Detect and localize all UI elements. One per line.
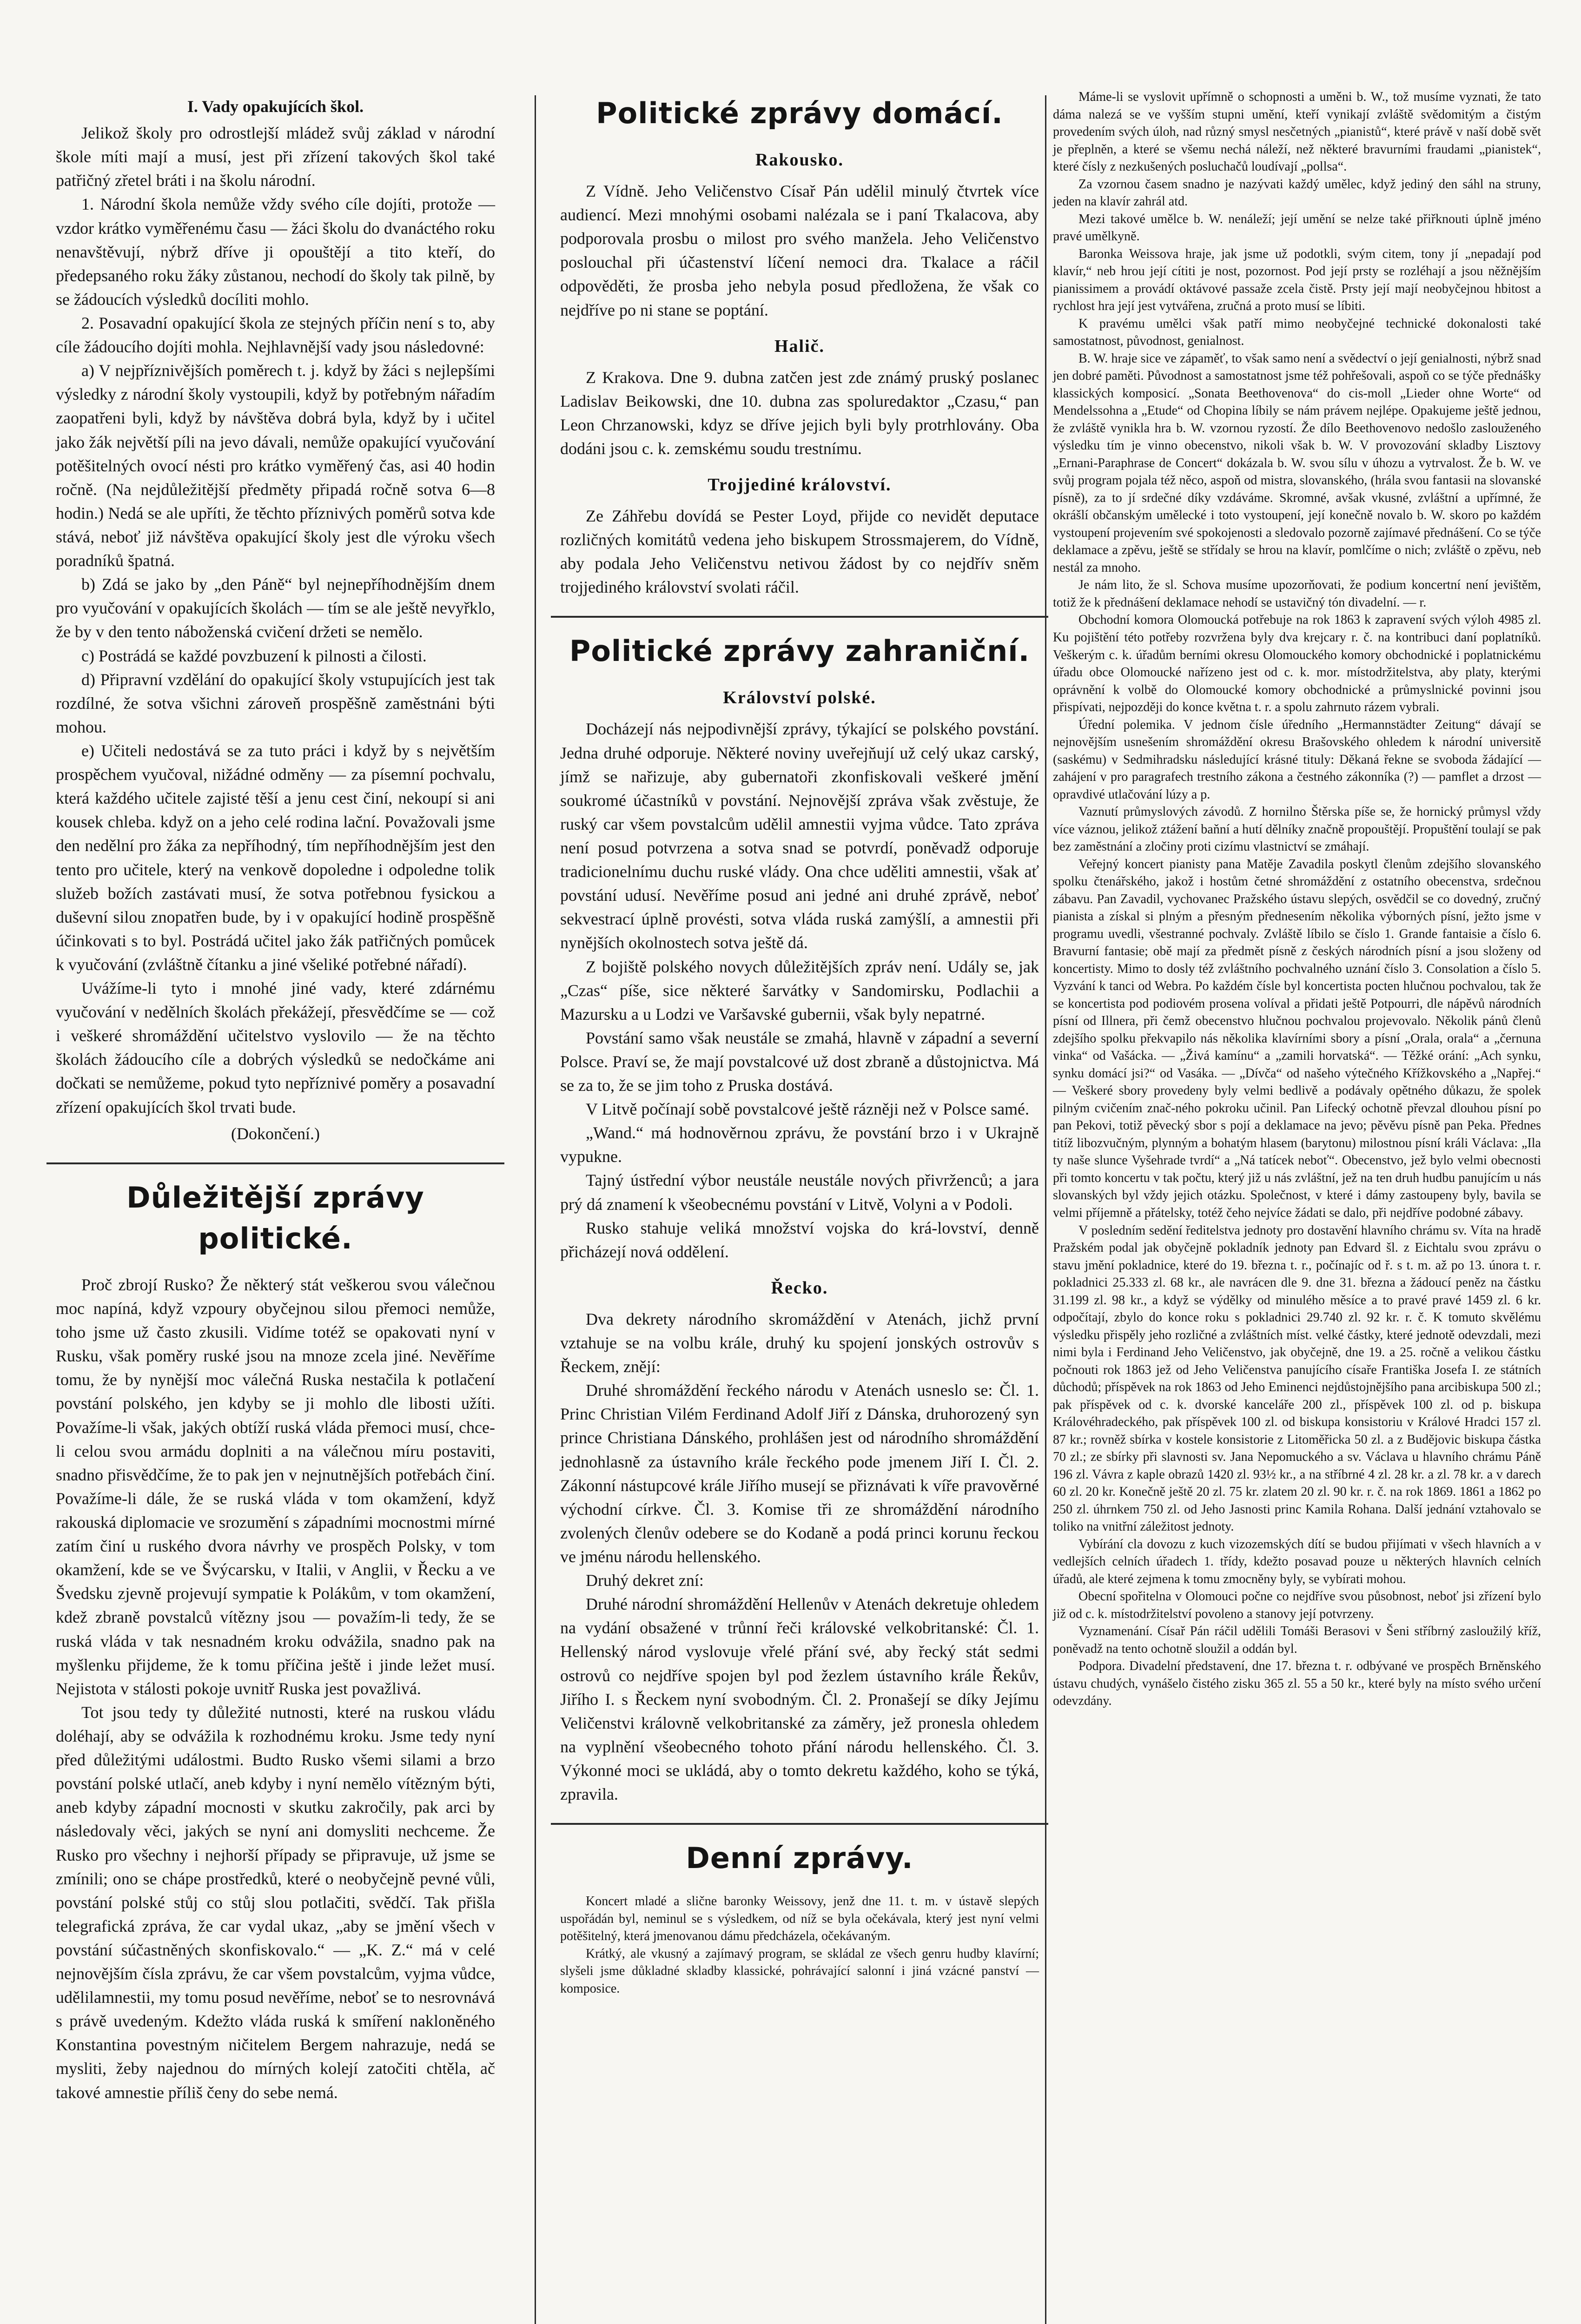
daily-news-title: Denní zprávy. (686, 1841, 913, 1875)
paragraph: Z Krakova. Dne 9. dubna zatčen jest zde známý pruský poslanec Ladislav Beikowski, dne 10. dubna zas spoluredaktor „Czasu,“ pan Leon Chrzanowski, kdyz se dříve jejich byli byly protrhlovány. Oba dodáni jsou c. k. zemskému soudu trestnímu. (560, 368, 1039, 458)
paragraph: Druhé národní shromáždění Hellenův v Atenách dekretuje ohledem na vydání obsažené v trůnní řeči královské velkobritanské: Čl. 1. Hellenský národ vyslovuje vřelé přání své, aby řecký stát sedmi ostrovů co nejdříve spojen byl pod žezlem ústavního krále Řekův, Jiřího I. s Řeckem nyní svobodným. Čl. 2. Pronašejí se díky Jejímu Veličenstvi královně velkobritanské za záměry, jež pronesla ohledem na vyplnění všeobecného tohoto přání národu hellenského. Čl. 3. Výkonné moci se ukládá, aby o tomto dekretu každého, koho se týká, zpravila. (560, 1595, 1039, 1804)
paragraph: Vaznutí průmyslových závodů. Z hornilno Štěrska píše se, že hornický průmysl vždy více váznou, jelikož ztážení baňní a hutí dělníky značně propouštějí. Propuštění toulají se pak bez zaměstnání a zločiny proti cizímu vlastnictví se zmáhají. (1053, 805, 1541, 854)
paragraph: Máme-li se vyslovit upřímně o schopnosti a uměni b. W., tož musíme vyznati, že tato dáma nalezá se ve vyšším stupni umění, kteří vynikají zvláště svědomitým a čistým provedením svých úloh, nad různý smysl nesčetných „pianistů“, které právě v naší době svět je přeplněn, a které se všemu nechá náleží, než některé bravurními fraudami „pianistek“, které čísly z nezkušených posluchačů loudívají „pollsa“. (1053, 90, 1541, 174)
subheading-halic: Halič. (774, 336, 825, 356)
section-title: I. Vady opakujících škol. (187, 97, 364, 116)
paragraph: d) Připravní vzdělání do opakující školy vstupujících jest tak rozdílné, že sotva všichni zároveň prospěšně zaměstnáni býti mohou. (56, 670, 495, 736)
left-column (56, 88, 495, 2105)
paragraph: Veřejný koncert pianisty pana Matěje Zavadila poskytl členům zdejšího slovanského spolku čtenářského, jakož i hostům četné shromáždění z ostatního obecenstva, srdečnou zábavu. Pan Zavadil, vychovanec Pražského ústavu slepých, osvědčil se co dovedný, zručný pianista a získal si plným a přesným přednesením několika výborných písní, ježto jsme v programu uvedli, všestranné pochvaly. Zvláště líbilo se číslo 1. Grande fantaisie a číslo 6. Bravurní fantasie; obě mají za předmět písně z českých národních písní a jsou složeny od koncertisty. Mimo to dosly též zvláštního pochvalného uznání číslo 3. Consolation a číslo 5. Vyzvání k tanci od Webra. Po každém čísle byl koncertista pocten hlučnou pochvalou, tak že se koncertista pod podiovém prosena volíval a přidati ještě Potpourri, dle nápěvů národních písní od Illnera, při čemž obecenstvo hlučnou pochvalou projevovalo. Několik pánů členů zdejšího spolku překvapilo nás několika klavírními sbory a písní „Orala, orala“ a „černuna vinka“ od Vašácka. — „Živá kamínu“ a „zamili horvatská“. — Těžké orání: „Ach synku, synku domácí jsi?“ od Vasáka. — „Dívča“ od našeho výtečného Křížkovského a „Napřej.“ — Veškeré sbory provedeny byly velmi bedlivě a podávaly opětného důkazu, že spolek pilným cvičením znač-ného pokroku učinil. Pan Lifecký ochotně převzal dlouhou písní po pan Pekovi, totiž pěvecký sbor s pojí a deklamace na jevo; pěvěvu písně pan Peka. Přednes titíž libozvučným, plynným a bohatým hlasem (barytonu) milostnou písní králi Václava: „Ila ty naše slunce Vyšehrade tvrdí“ a „Ná tatícek neboť“. Obecenstvo, jež bylo velmi obecnosti při tomto koncertu v tak počtu, který již u nás zvláštní, jež na ten druh hudbu panujícím u nás slovanských byl vždy jejich otázku. Společnost, v které i dámy zastoupeny byly, bavila se velmi příjemně a přátelsky, totéž čeho nejvíce žádati se dalo, při nejdříve podobné zábavy. (1053, 857, 1541, 1220)
paragraph: Obecní spořitelna v Olomouci počne co nejdříve svou působnost, neboť jsi zřízení bylo již od c. k. místodržitelství povoleno a stanovy její potvrzeny. (1053, 1589, 1541, 1621)
paragraph: Povstání samo však neustále se zmahá, hlavně v západní a severní Polsce. Praví se, že mají povstalcové už dost zbraně a důstojnictva. Má se za to, že se jim toho z Pruska dostává. (560, 1028, 1039, 1095)
paragraph: Druhý dekret zní: (586, 1571, 704, 1590)
paragraph: Proč zbrojí Rusko? Že některý stát veškerou svou válečnou moc napíná, když vzpoury obyčejnou silou přemoci nemůže, toho jsme už často zkusili. Vidíme totéž se opakovati nyní v Rusku, však poměry ruské jsou na mnoze zcela jiné. Nevěříme tomu, že by nynější moc válečná Ruska nestačila k potlačení povstání polského, jen kdyby se ji mohlo dle libosti užíti. Považíme-li však, jakých obtíží ruská vláda přemoci musí, chce-li celou svou armádu doplniti a na válečnou míru postaviti, snadno přisvědčíme, že to pak jen v nejnutnějších potřebách činí. Považíme-li dále, že se ruská vláda v tom okamžení, když rakouská diplomacie ve srozumění s západními mocnostmi mírné zatím činí u ruského dvora návrhy ve prospěch Polsky, v tom okamžení, kde se ve Švýcarsku, v Italii, v Anglii, v Řecku a ve Švedsku zjevně projevují sympatie k Polákům, v tom okamžení, kdež zbraně povstalců vítězny jsou — považím-li tedy, že se ruská vláda v tak nesnadném kroku odvážila, snadno pak na myšlenku přijdeme, že k tomu příčina ještě i jinde ležet musí. Nejistota v stálosti pokoje uvnitř Ruska jest považlivá. (56, 1275, 495, 1698)
subheading-recko: Řecko. (771, 1278, 828, 1298)
political-news-title: Důležitější zprávy politické. (126, 1180, 424, 1255)
subheading-polske: Království polské. (723, 688, 876, 708)
paragraph: c) Postrádá se každé povzbuzení k pilnosti a čilosti. (81, 646, 427, 665)
paragraph: Uvážíme-li tyto i mnohé jiné vady, které zdárnému vyučování v nedělních školách překážejí, přesvědčíme se — což i veškeré shromáždění učitelstvo vyslovilo — že na těchto školách žádoucího cíle a dobrých výsledků se nedočkáme ani dočkati se nemůžeme, pokud tyto nepříznivé poměry a posavadní zřízení opakujících škol trvati bude. (56, 979, 495, 1116)
paragraph: Rusko stahuje veliká množství vojska do krá-lovství, denně přicházejí nová oddělení. (560, 1218, 1039, 1261)
paragraph: Ze Záhřebu dovídá se Pester Loyd, přijde co nevidět deputace rozličných komitátů vedena jeho biskupem Strossmajerem, do Vídně, aby podala Jeho Veličenstvu netivou žádost by co nejdřív sněm trojjediného království svolati ráčil. (560, 506, 1039, 597)
paragraph: Jelikož školy pro odrostlejší mládež svůj základ v národní škole míti mají a musí, jest při zřízení takových škol také patřičný zřetel bráti i na školu národní. (56, 124, 495, 190)
paragraph: Obchodní komora Olomoucká potřebuje na rok 1863 k zapravení svých výloh 4985 zl. Ku pojištění této potřeby rozvržena byly dva krejcary r. č. na kontribuci daní poplatníků. Veškerým c. k. úřadům berními okresu Olomouckého komory obchodnické i poplatnickému úřadu obce Olomoucké nařízeno jest od c. k. mor. místodržitelstva, aby platy, kterými oprávnění k volbě do Olomoucké komory obchodnické a průmyslnické povinni jsou přispívati, nejpozději do konce května t. r. a spolu zahrnuto rázem vybrali. (1053, 613, 1541, 715)
paragraph: Baronka Weissova hraje, jak jsme už podotkli, svým citem, tony jí „nepadají pod klavír,“ neb hrou její cítiti je nost, pozornost. Pod její prsty se rozléhají a jsou něžnějším pianissimem a provádí oktávové passaže zcela čistě. Prsty její mají neobyčejnou hbitost a rychlost hra její jest vytvářena, zručná a proto musí se líbiti. (1053, 246, 1541, 314)
domestic-news-title: Politické zprávy domácí. (596, 96, 1003, 130)
paragraph: Tajný ústřední výbor neustále neustále nových přivrženců; a jara prý dá znamení k všeobecnému povstání v Litvě, Volyni a v Podoli. (560, 1171, 1039, 1214)
section-divider (551, 616, 1048, 618)
section-divider (551, 1823, 1048, 1825)
paragraph: Krátký, ale vkusný a zajímavý program, se skládal ze všech genru hudby klavírní; slyšeli jsme důkladné skladby klassické, pohrávající salonní i jiná vzácné panství — komposice. (560, 1946, 1039, 1996)
paragraph: b) Zdá se jako by „den Páně“ byl nejnepříhodnějším dnem pro vyučování v opakujících školách — tím se ale ještě nevyřklo, že by v den tento náboženská cvičení držeti se nemělo. (56, 575, 495, 641)
paragraph: Vyznamenání. Císař Pán ráčil udělili Tomáši Berasovi v Šeni stříbrný zasloužilý kříž, poněvadž na tento ochotně sloužil a oddán byl. (1053, 1624, 1541, 1656)
column-rule (1045, 95, 1046, 2324)
paragraph: K pravému umělci však patří mimo neobyčejné technické dokonalosti také samostatnost, původnost, genialnost. (1053, 316, 1541, 349)
paragraph: B. W. hraje sice ve zápaměť, to však samo není a svědectví o její genialnosti, nýbrž snad jen dobré paměti. Původnost a samostatnost jsme též pohřešovali, aspoň co se týče přednášky klassických komposicí. „Sonata Beethovenova“ do cis-moll „Lieder ohne Worte“ od Mendelssohna a „Etude“ od Chopina líbily se nám právem nejlépe. Opakujeme ještě jednou, že zvláště vynikla hra b. W. vzornou ryzostí. Že dílo Beethovenovo nedošlo zaslouženého výsledku tím je vinno obecenstvo, nikoli však b. W. V provozování skladby Lisztovy „Ernani-Paraphrase de Concert“ dokázala b. W. svou sílu v úhozu a vytrvalost. Že b. W. ve svůj program pojala též něco, aspoň od mistra, slovanského, (hrála svou fantasii na slovanské písně), za to jí srdečné díky vzdáváme. Skromné, avšak vkusné, zvláštní a upřímné, že okrášlí občanským umělecké i toto vystoupení, její konečně novalo b. W. skoro po každém vystoupení projevením své spokojenosti a sledovalo pozorně zajímavé přednášení. Co se týče deklamace a zpěvu, ještě se střídaly se hrou na klavír, pomlčíme o nich; zvláště o zpěvu, neb nestál za mnoho. (1053, 351, 1541, 575)
paragraph: Podpora. Divadelní představení, dne 17. března t. r. odbývané ve prospěch Brněnského ústavu chudých, vynášelo čistého zisku 365 zl. 55 a 50 kr., které byly na místo svého určení odevzdány. (1053, 1659, 1541, 1709)
subheading-rakousko: Rakousko. (755, 150, 844, 170)
column-rule (535, 95, 536, 2324)
paragraph: e) Učiteli nedostává se za tuto práci i když by s největším prospěchem vyučoval, nižádné odměny — za písemní pochvalu, která každého učitele zajisté těší a jenu cest činí, nekoupí si ani kousek chleba. když on a jeho celé rodina lační. Považovali jsme den nedělní pro žáka za nepříhodný, tím nepříhodnějším jest den tento pro učitele, který na venkově dopoledne i odpoledne tolik služeb božích zastávati musí, že sotva potřebnou fysickou a duševní silou znopatřen bude, by i v opakující hodině prospěšně účinkovati s to byl. Postrádá učitel jako žák patřičných pomůcek k vyučování (zvláštně čítanku a jiné všeliké potřebné nářadí). (56, 741, 495, 974)
paragraph: a) V nejpříznivějších poměrech t. j. když by žáci s nejlepšími výsledky z národní školy vystoupili, když by potřebným nářadím zaopatřeni byli, když by návštěva dobrá byla, když by i učitel jako žák největší píli na jevo dávali, nemůže opakující vyučování potěšitelných ovocí nésti pro krátko vyměřený čas, asi 40 hodin ročně. (Na nejdůležitější předměty připadá ročně sotva 6—8 hodin.) Nedá se ale upříti, že těchto příznivých poměrů sotva kde stává, neboť již návštěva opakující školy jest dle výroku všech poradníků špatná. (56, 361, 495, 570)
paragraph: Je nám lito, že sl. Schova musíme upozorňovati, že podium koncertní není jevištěm, totiž že k přednášení deklamace nehodí se ustavičný tón divadelní. — r. (1053, 578, 1541, 610)
paragraph: Mezi takové umělce b. W. nenáleží; její umění se nelze také přiřknouti úplně jméno pravé umělkyně. (1053, 211, 1541, 244)
paragraph: V Litvě počínají sobě povstalcové ještě rázněji než v Polsce samé. (586, 1100, 1030, 1119)
paragraph: Z bojiště polského novych důležitějších zpráv není. Udály se, jak „Czas“ píše, sice některé šarvátky v Sandomirsku, Podlachii a Mazursku a u Lodzi ve Varšavské gubernii, však byly nepatrné. (560, 957, 1039, 1023)
paragraph: Docházejí nás nejpodivnější zprávy, týkající se polského povstání. Jedna druhé odporuje. Některé noviny uveřejňují už celý ukaz carský, jímž se nařizuje, aby gubernatoři zkonfiskovali veškeré jmění soukromé účastníků v povstání. Nejnovější zpráva však zvěstuje, že ruský car všem povstalcům udělil amnestii vyjma vůdce. Tato zpráva není posud potvrzena a sotva snad se potvrdí, poněvadž odporuje tradicionelnímu duchu ruské vlády. Ona chce uděliti amnestii, však ať povstání udusí. Nevěříme posud ani jedné ani druhé zprávě, neboť sekvestrací úplně provésti, sotva vláda ruská zamýšlí, a amnestii při nynějších okolnostech sotva ještě dá. (560, 720, 1039, 952)
paragraph: Tot jsou tedy ty důležité nutnosti, které na ruskou vládu doléhají, aby se odvážila k rozhodnému kroku. Jsme tedy nyní před důležitými událostmi. Budto Rusko všemi silami a brzo povstání polské utlačí, aneb kdyby i nyní nemělo vítězným býti, aneb kdyby západní mocnosti v skutku zakročily, pak arci by následovaly věci, jakých se nyní ani domysliti nechceme. Že Rusko pro všechny i nejhorší případy se připravuje, už jsme se zmínili; ono se chápe prostředků, které o neobyčejně pevné vůli, povstání polské stůj co stůj slou potlačiti, svědčí. Tak přišla telegrafická zpráva, že car vydal ukaz, „aby se jmění všech v povstání súčastněných skonfiskovalo.“ — „K. Z.“ má v celé nejnovějším čísla zprávu, že car všem povstalcům, vyjma vůdce, udělilamnestii, my tomu posud nevěříme, neboť se to nesrovnává s právě uvedeným. Kdežto vláda ruská k smíření nakloněného Konstantina povestným ničitelem Bergem nahrazuje, nedá se mysliti, žeby najednou do mírných kolejí zatočiti chtěla, ač takové amnestie příliš čeny do sebe nemá. (56, 1703, 495, 2102)
paragraph: Druhé shromáždění řeckého národu v Atenách usneslo se: Čl. 1. Princ Christian Vilém Ferdinand Adolf Jiří z Dánska, druhorozený syn prince Christiana Dánského, prohlášen jest od národního shromáždění jednohlasně za ústavního krále řeckého pode jmenem Jiří I. Čl. 2. Zákonní nástupcové krále Jiřího musejí se přiznávati k víře pravověrné východní církve. Čl. 3. Komise tři ze shromáždění národního zvolených členův odebere se do Kodaně a podá princi korunu řeckou ve jménu národu hellenského. (560, 1381, 1039, 1566)
paragraph: V posledním sedění ředitelstva jednoty pro dostavění hlavního chrámu sv. Víta na hradě Pražském podal jak obyčejně pokladník jednoty pan Edvard šl. z Eichtalu svou zprávu o stavu jmění pokladnice, které do 19. března t. r., počínajíc od ř. s t. m. až po 13. února t. r. pokladnici 25.333 zl. 68 kr., ale navrácen dle 9. dne 31. března a žádoucí peněz na částku 31.199 zl. 98 kr., a když se výdělky od minulého měsíce a to pravé pravé 1459 zl. 6 kr. odpočítají, zbylo do konce roku s pokladnici 29.740 zl. 92 kr. r. č. K tomuto skvělému výsledku přispěly jeho rozličné a zvláštních míst. velké částky, které jednotě odevzdali, mezi nimi byla i Ferdinand Jeho Veličenstvo, jak obyčejně, dne 19. a 25. ročně a velikou částku počnouti rok 1863 jež od Jeho Veličenstva panujícího císaře Františka Josefa I. ze státních důchodů; příspěvek na rok 1863 od Jeho Eminenci nejdůstojnějšího pana arcibiskupa 500 zl.; pak příspěvek od c. k. dvorské kanceláře 200 zl., příspěvek 100 zl. od p. biskupa Královéhradeckého, pak příspěvek 100 zl. od biskupa konsistoriu v Králové Hradci 157 zl. 87 kr.; rovněž sbírka v kostele konsistorie z Litoměřicka 50 zl. a z Budějovic biskupa částka 70 zl.; ze sbírky při slavnosti sv. Jana Nepomuckého a sv. Václava u hlavního chrámu Páně 196 zl. Vávra z kaple obrazů 1420 zl. 93½ kr., a na stříbrné 4 zl. 28 kr. a zl. 78 kr. a v darech 60 zl. 20 kr. Konečně ještě 20 zl. 75 kr. zlatem 20 zl. 90 kr. r. č. na rok 1869. 1861 a 1862 po 250 zl. úhrnkem 750 zl. od Jeho Jasnosti princ Kamila Rohana. Další jednání vztahovalo se toliko na vnitřní záležitost jednoty. (1053, 1223, 1541, 1534)
paragraph: Koncert mladé a slične baronky Weissovy, jenž dne 11. t. m. v ústavě slepých uspořádán byl, neminul se s výsledkem, od níž se byla očekávala, který jest nyní velmi potěšitelný, která jmenovanou dámu předcházela, očekávaným. (560, 1894, 1039, 1944)
closing-note: (Dokončení.) (231, 1124, 320, 1143)
paragraph: Úřední polemika. V jednom čísle úředního „Hermannstädter Zeitung“ dávají se nejnovějším usnešením shromáždění okresu Brašovského ohledem k národní universitě (saskému) v Sedmihradsku následující krásné tituly: Děkaná řekne se svoboda žádající — zahájení v pro paragrafech trestního zákona a čestného zákonníka (?) — pamflet a drzost — opravdivé utlačování lúzy a p. (1053, 717, 1541, 802)
paragraph: Z Vídně. Jeho Veličenstvo Císař Pán udělil minulý čtvrtek více audiencí. Mezi mnohými osobami nalézala se i paní Tkalacova, aby podporovala prosbu o milost pro svého manžela. Jeho Veličenstvo poslouchal při účastenství líčení nemoci dra. Tkalace a ráčil odpověděti, že prosba jeho nebyla posud předložena, že však co nejdříve po ni stane se poptání. (560, 181, 1039, 319)
paragraph: „Wand.“ má hodnověrnou zprávu, že povstání brzo i v Ukrajně vypukne. (560, 1123, 1039, 1166)
middle-column (560, 88, 1039, 1997)
subheading-trojjedine: Trojjediné království. (708, 475, 892, 495)
paragraph: 1. Národní škola nemůže vždy svého cíle dojíti, protože — vzdor krátko vyměřenému času — žáci školu do dvanáctého roku nenavštěvují, nýbrž dříve ji opouštějí a tito kteří, do předepsaného roku žáky zůstanou, nechodí do školy tak pilně, by se žádoucích výsledků docíliti mohlo. (56, 195, 495, 309)
foreign-news-title: Politické zprávy zahraniční. (569, 634, 1030, 668)
paragraph: Za vzornou časem snadno je nazývati každý umělec, když jediný den sáhl na struny, jeden na klavír zahrál atd. (1053, 177, 1541, 209)
section-divider (46, 1162, 504, 1164)
paragraph: Dva dekrety národního skromáždění v Atenách, jichž první vztahuje se na volbu krále, druhý ku spojení jonských ostrovův s Řeckem, znějí: (560, 1309, 1039, 1376)
right-column (1053, 88, 1541, 1710)
paragraph: Vybírání cla dovozu z kuch vizozemských dítí se budou přijímati v všech hlavních a v vedlejších celních úřadech 1. třídy, kdežto posavad pouze u některých hlavních celních úřadů, ale které zejmena k tomu zmocněny byly, se vybírati mohou. (1053, 1537, 1541, 1586)
paragraph: 2. Posavadní opakující škola ze stejných příčin není s to, aby cíle žádoucího dojíti mohla. Nejhlavnější vady jsou následovné: (56, 313, 495, 357)
